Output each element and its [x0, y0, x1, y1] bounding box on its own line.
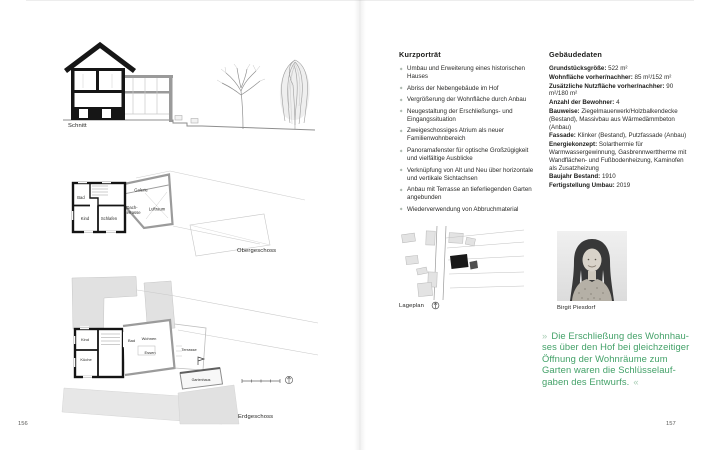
bare-tree [217, 64, 265, 129]
room-label: Dach- [126, 205, 138, 210]
room-label: Gartenhaus [191, 378, 211, 382]
building-data-entry: Bauweise: Ziegelmauerwerk/Holzbalkendecke (Bestand), Massivbau aus Wärmedämmbeton (Anbau) [549, 107, 678, 131]
portrait-photo [557, 231, 627, 301]
ground-line [63, 120, 315, 130]
kurzportraet-item: Panoramafenster für optische Großzügigkeit und vielfältige Ausblicke [399, 147, 539, 163]
room-label: terrasse [125, 210, 141, 215]
erdgeschoss-caption: Erdgeschoss [238, 414, 274, 420]
quote-line: ses über den Hof bei gleichzeitiger [542, 341, 690, 353]
room-label: Schlafen [100, 216, 118, 221]
quote-close-mark: « [633, 375, 639, 387]
building-data-entry: Wohnfläche vorher/nachher: 85 m²/152 m² [549, 73, 672, 81]
lageplan-caption: Lageplan [399, 302, 425, 309]
floorplan-obergeschoss [40, 148, 305, 263]
kurzportraet-item: Zweigeschossiges Atrium als neuer Familienwohnbereich [399, 127, 539, 143]
pull-quote [542, 330, 710, 387]
page-number-left: 156 [18, 421, 28, 427]
kurzportraet-item: Verknüpfung von Alt und Neu über horizontale und vertikale Sichtachsen [399, 167, 539, 183]
page-number-right: 157 [666, 421, 676, 427]
old-house-plan [72, 182, 125, 232]
room-label: Kind [80, 216, 90, 221]
extension-plan [124, 175, 173, 229]
book-fold [354, 0, 366, 450]
gebaeudedaten-title: Gebäudedaten [549, 50, 603, 59]
garden-areas [62, 385, 239, 424]
building-data-entry: Energiekonzept: Solarthermie für Warmwassergewinnung, Gasbrennwerttherme mit Wandflächen- und Fußbodenheizung, Kaminofen als Zusatzheizung [549, 141, 687, 172]
subject-building [450, 254, 478, 270]
kurzportraet-item: Neugestaltung der Erschließungs- und Eingangssituation [399, 108, 539, 124]
room-label: Essen [144, 350, 156, 355]
terrace-steps [175, 116, 198, 124]
kurzportraet-item: Wiederverwendung von Abbruchmaterial [399, 206, 539, 214]
obergeschoss-caption: Obergeschoss [237, 248, 277, 254]
quote-line: » Die Erschließung des Wohnhau- [542, 330, 690, 341]
room-label: Luftraum [148, 206, 166, 212]
section-drawing [55, 28, 315, 133]
portrait-caption: Birgit Piesdorf [557, 305, 596, 311]
kurzportraet-list [399, 65, 539, 217]
building-data-entry: Baujahr Bestand: 1910 [549, 173, 616, 181]
site-context [136, 171, 305, 256]
willow-tree [280, 60, 310, 129]
quote-line: gaben des Entwurfs. « [542, 375, 639, 387]
room-label: Bad [127, 338, 136, 343]
house-plan [74, 328, 123, 377]
kurzportraet-item: Abriss der Nebengebäude im Hof [399, 85, 539, 93]
gebaeudedaten-list [549, 65, 687, 191]
extension-section [125, 75, 173, 122]
quote-open-mark: » [542, 330, 548, 341]
building-data-entry: Zusätzliche Nutzfläche vorher/nachher: 90 m²/180 m² [549, 82, 674, 98]
room-label: Küche [80, 357, 92, 362]
scale-bar [242, 379, 280, 383]
building-data-entry: Grundstücksgröße: 522 m² [549, 65, 628, 72]
room-label: Wohnen [141, 336, 157, 341]
building-data-entry: Fassade: Klinker (Bestand), Putzfassade (Anbau) [549, 132, 687, 140]
room-label: Kind [80, 337, 90, 342]
kurzportraet-item: Umbau und Erweiterung eines historischen Hauses [399, 65, 539, 81]
quote-line: Öffnung der Wohnräume zum [542, 352, 668, 364]
room-label: Terrasse [181, 347, 197, 352]
room-label: Galerie [134, 187, 148, 193]
building-data-entry: Anzahl der Bewohner: 4 [549, 99, 620, 107]
schnitt-caption: Schnitt [68, 123, 87, 129]
north-arrow-icon [431, 301, 440, 310]
kurzportraet-item: Vergrößerung der Wohnfläche durch Anbau [399, 96, 539, 104]
quote-line: Garten waren die Schlüsselauf- [542, 364, 676, 376]
siteplan-lageplan [396, 226, 524, 300]
garden-house [180, 357, 223, 389]
kurzportraet-title: Kurzporträt [399, 50, 441, 59]
floorplan-erdgeschoss [28, 276, 318, 426]
old-house-section [66, 45, 135, 120]
room-label: Bad [77, 195, 85, 200]
north-arrow-icon [285, 376, 292, 383]
road [434, 226, 446, 300]
lageplan-caption-row [399, 301, 440, 310]
kurzportraet-item: Anbau mit Terrasse an tieferliegenden Garten angebunden [399, 186, 539, 202]
extension-plan [123, 320, 175, 375]
building-data-entry: Fertigstellung Umbau: 2019 [549, 182, 631, 190]
